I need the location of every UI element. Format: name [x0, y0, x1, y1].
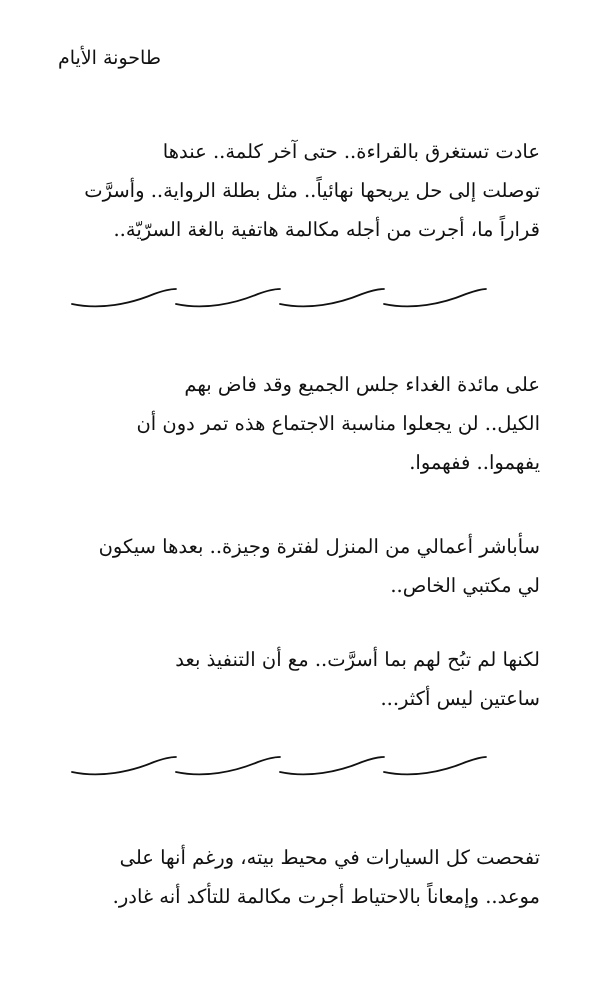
section-divider-ornament — [70, 752, 488, 782]
section-divider-ornament — [70, 284, 488, 314]
paragraph-3 — [40, 527, 540, 605]
paragraph-2 — [40, 365, 540, 482]
paragraph-1 — [40, 132, 540, 249]
paragraph-5 — [40, 838, 540, 916]
paragraph-line: يفهموا.. ففهموا. — [409, 451, 540, 474]
paragraph-line: سأباشر أعمالي من المنزل لفترة وجيزة.. بعدها سيكون — [98, 535, 540, 558]
paragraph-line: على مائدة الغداء جلس الجميع وقد فاض بهم — [184, 373, 540, 396]
paragraph-line: الكيل.. لن يجعلوا مناسبة الاجتماع هذه تمر دون أن — [136, 412, 540, 435]
paragraph-line: توصلت إلى حل يريحها نهائياً.. مثل بطلة الرواية.. وأسرَّت — [84, 179, 540, 202]
paragraph-line: لكنها لم تبُح لهم بما أسرَّت.. مع أن التنفيذ بعد — [175, 648, 540, 671]
paragraph-line: تفحصت كل السيارات في محيط بيته، ورغم أنها على — [119, 846, 540, 869]
paragraph-line: ساعتين ليس أكثر... — [380, 687, 540, 710]
page-title: طاحونة الأيام — [58, 47, 161, 69]
paragraph-4 — [40, 640, 540, 718]
paragraph-line: موعد.. وإمعاناً بالاحتياط أجرت مكالمة للتأكد أنه غادر. — [112, 885, 540, 908]
paragraph-line: قراراً ما، أجرت من أجله مكالمة هاتفية بالغة السرّيّة.. — [113, 218, 540, 241]
paragraph-line: لي مكتبي الخاص.. — [390, 574, 540, 597]
paragraph-line: عادت تستغرق بالقراءة.. حتى آخر كلمة.. عندها — [162, 140, 540, 163]
